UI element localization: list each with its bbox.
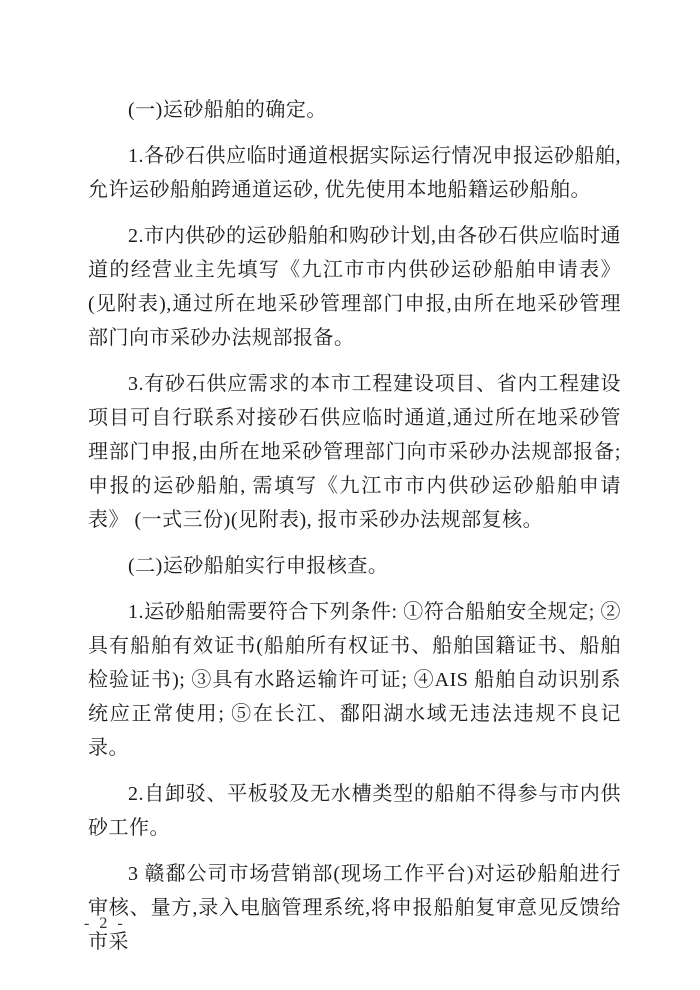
paragraph-2-1: 1.运砂船舶需要符合下列条件: ①符合船舶安全规定; ②具有船舶有效证书(船舶所有权证书、船舶国籍证书、船舶检验证书); ③具有水路运输许可证; ④AIS 船舶自动识别系统应正常使用; ⑤在长江、鄱阳湖水域无违法违规不良记录。	[88, 601, 621, 759]
paragraph-1-1: 1.各砂石供应临时通道根据实际运行情况申报运砂船舶,允许运砂船舶跨通道运砂, 优先使用本地船籍运砂船舶。	[88, 145, 621, 201]
section-heading-2: (二)运砂船舶实行申报核查。	[128, 555, 389, 577]
document-body	[88, 93, 621, 971]
paragraph-2-2: 2.自卸驳、平板驳及无水槽类型的船舶不得参与市内供砂工作。	[88, 783, 621, 839]
paragraph-2-3: 3 赣鄱公司市场营销部(现场工作平台)对运砂船舶进行审核、量方,录入电脑管理系统,将申报船舶复审意见反馈给市采	[88, 863, 621, 953]
section-heading-1: (一)运砂船舶的确定。	[128, 99, 327, 121]
paragraph-1-2: 2.市内供砂的运砂船舶和购砂计划,由各砂石供应临时通道的经营业主先填写《九江市市内供砂运砂船舶申请表》(见附表),通过所在地采砂管理部门申报,由所在地采砂管理部门向市采砂办法规部报备。	[88, 225, 621, 349]
page-number: - 2 -	[84, 915, 126, 932]
paragraph-1-3: 3.有砂石供应需求的本市工程建设项目、省内工程建设项目可自行联系对接砂石供应临时通道,通过所在地采砂管理部门申报,由所在地采砂管理部门向市采砂办法规部报备; 申报的运砂船舶, 需填写《九江市市内供砂运砂船舶申请表》 (一式三份)(见附表), 报市采砂办法规部复核。	[88, 373, 621, 531]
